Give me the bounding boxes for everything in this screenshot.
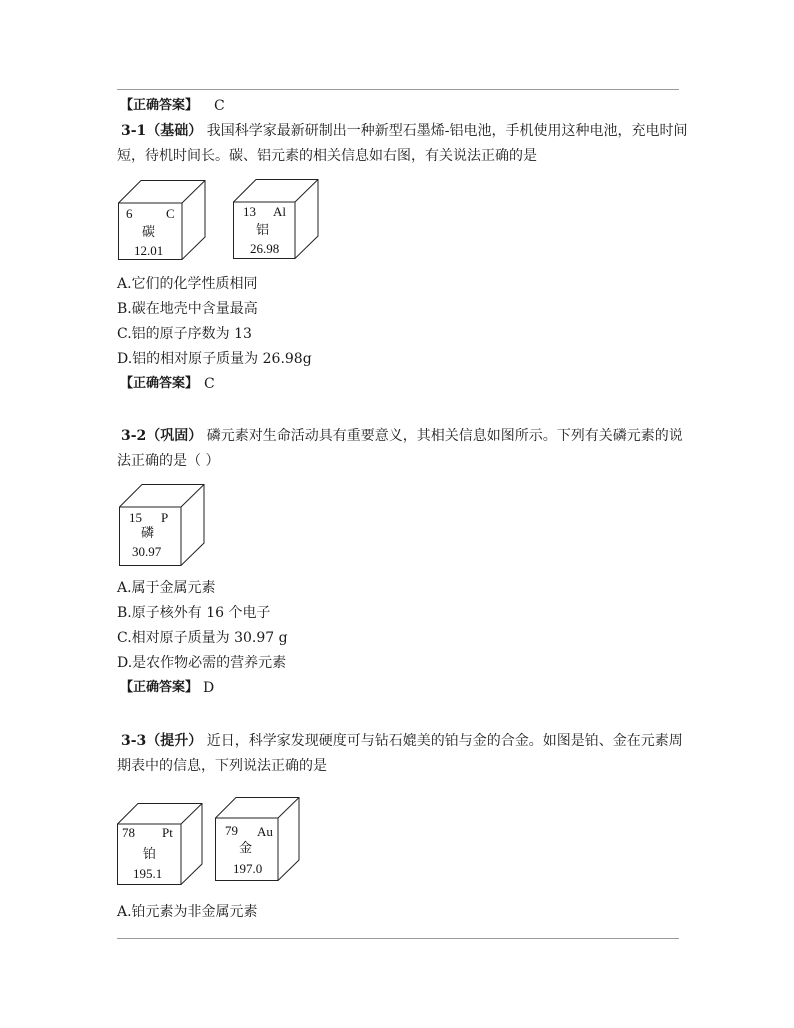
element-symbol: C [166, 206, 175, 221]
question-3-3-line1 [121, 732, 683, 750]
atomic-number: 15 [129, 510, 142, 525]
option-d: D.是农作物必需的营养元素 [117, 655, 287, 671]
element-tile-phosphorus [119, 484, 205, 566]
atomic-number: 79 [225, 823, 238, 838]
option-b: B.碳在地壳中含量最高 [117, 301, 258, 317]
element-name: 铂 [143, 846, 157, 861]
atomic-number: 78 [122, 825, 135, 840]
atomic-mass: 30.97 [132, 544, 162, 559]
question-3-2-line2: 法正确的是（ ） [117, 453, 220, 469]
option-a: A.属于金属元素 [117, 580, 216, 596]
question-text: 近日，科学家发现硬度可与钻石媲美的铂与金的合金。如图是铂、金在元素周 [206, 733, 683, 749]
element-tile-gold [215, 797, 300, 881]
atomic-mass: 12.01 [134, 243, 164, 258]
element-name: 铝 [256, 222, 270, 237]
element-name: 磷 [141, 525, 155, 540]
question-3-1-line2: 短，待机时间长。碳、铝元素的相关信息如右图，有关说法正确的是 [117, 148, 537, 164]
element-name: 碳 [142, 224, 156, 239]
answer-label: 【正确答案】 [120, 98, 199, 113]
element-name: 金 [239, 840, 253, 855]
element-symbol: Pt [162, 825, 173, 840]
question-3-1-line1 [121, 122, 687, 140]
question-number: 3-1 [121, 123, 147, 139]
question-text: 我国科学家最新研制出一种新型石墨烯-铝电池，手机使用这种电池，充电时间 [206, 123, 688, 139]
option-d: D.铝的相对原子质量为 26.98g [117, 351, 312, 367]
top-rule [117, 89, 679, 90]
option-c: C.铝的原子序数为 13 [117, 326, 252, 342]
question-text: 磷元素对生命活动具有重要意义，其相关信息如图所示。下列有关磷元素的说 [206, 428, 683, 444]
atomic-number: 13 [243, 204, 256, 219]
question-number: 3-2 [121, 428, 147, 444]
option-c: C.相对原子质量为 30.97 g [117, 630, 288, 646]
answer-label: 【正确答案】 [120, 680, 199, 695]
option-a: A.它们的化学性质相同 [117, 276, 258, 292]
option-a: A.铂元素为非金属元素 [117, 904, 258, 920]
answer-value: C [214, 98, 225, 114]
atomic-mass: 26.98 [250, 241, 280, 256]
element-tile-platinum [117, 803, 203, 885]
question-level: （提升） [146, 733, 203, 749]
option-b: B.原子核外有 16 个电子 [117, 605, 271, 621]
question-3-3-line2: 期表中的信息，下列说法正确的是 [117, 758, 327, 774]
element-tile-aluminum [233, 179, 319, 259]
atomic-number: 6 [126, 206, 133, 221]
question-number: 3-3 [121, 733, 147, 749]
element-symbol: Al [273, 204, 286, 219]
question-3-2-line1 [121, 427, 683, 445]
question-level: （基础） [146, 123, 203, 139]
answer-value: D [203, 680, 215, 696]
element-tile-carbon [118, 180, 206, 260]
atomic-mass: 197.0 [233, 861, 263, 876]
atomic-mass: 195.1 [133, 866, 163, 881]
bottom-rule [117, 938, 679, 939]
element-symbol: Au [257, 824, 273, 839]
answer-value: C [204, 376, 215, 392]
answer-label: 【正确答案】 [120, 376, 199, 391]
question-level: （巩固） [146, 428, 203, 444]
element-symbol: P [161, 510, 169, 525]
